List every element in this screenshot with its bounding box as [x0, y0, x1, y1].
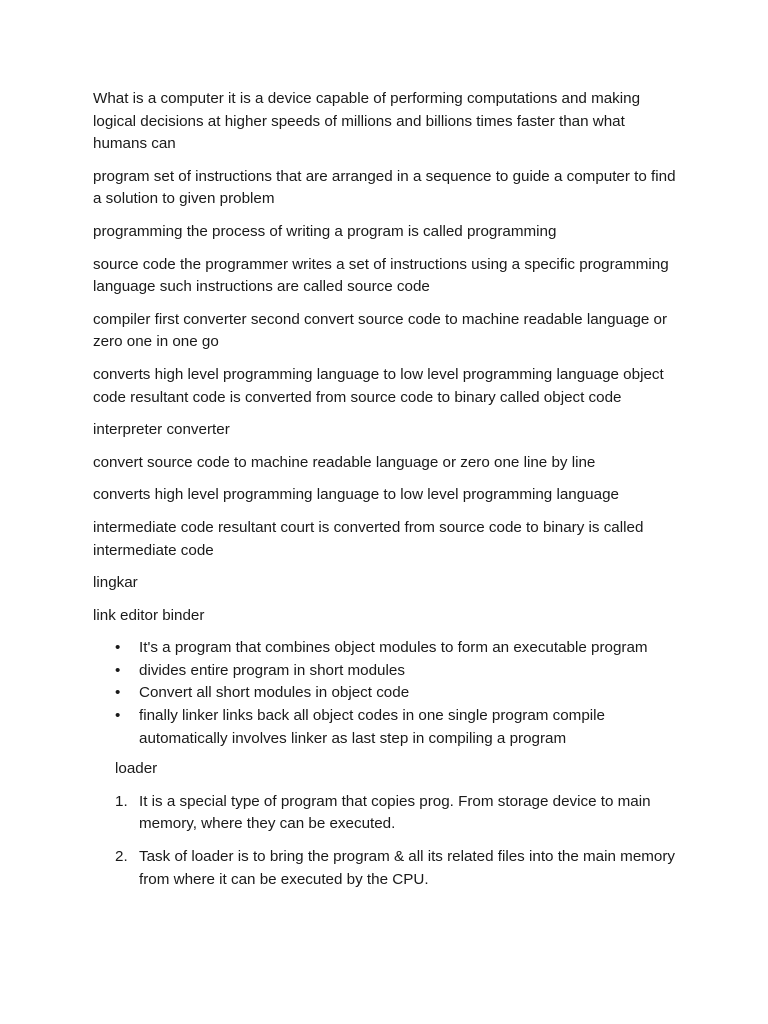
- paragraph-interpreter-levels: converts high level programming language to low level programming language: [93, 486, 619, 504]
- paragraph-link-editor-heading: link editor binder: [93, 606, 205, 624]
- loader-numbered-list: [93, 791, 683, 891]
- loader-heading: loader: [115, 760, 158, 778]
- paragraph-interpreter-heading: interpreter converter: [93, 421, 230, 439]
- list-item-text: Task of loader is to bring the program & all its related files into the main memory from where it can be executed by the CPU.: [139, 848, 676, 888]
- list-number: 1.: [115, 792, 128, 810]
- list-item-text: It's a program that combines object modules to form an executable program: [139, 639, 648, 657]
- list-item-text: It is a special type of program that copies prog. From storage device to main memory, where they can be executed.: [139, 792, 651, 833]
- paragraph-intermediate-code: intermediate code resultant court is converted from source code to binary is called intermediate code: [93, 518, 644, 559]
- paragraph-programming-definition: programming the process of writing a program is called programming: [93, 222, 557, 240]
- list-item: [93, 846, 683, 891]
- list-item-text: Convert all short modules in object code: [139, 684, 410, 702]
- paragraph-program-definition: program set of instructions that are arranged in a sequence to guide a computer to find a solution to given problem: [93, 167, 676, 208]
- paragraph-lingkar: lingkar: [93, 574, 138, 592]
- list-item-text: finally linker links back all object codes in one single program compile automatically involves linker as last step in compiling a program: [139, 707, 605, 747]
- paragraph-computer-definition: What is a computer it is a device capable of performing computations and making logical decisions at higher speeds of millions and billions times faster than what humans can: [93, 90, 641, 153]
- list-item: [93, 637, 683, 660]
- paragraph-object-code-definition: converts high level programming language to low level programming language object code resultant code is converted from source code to binary called object code: [93, 365, 664, 406]
- list-item: [93, 705, 683, 750]
- paragraph-interpreter-convert: convert source code to machine readable language or zero one line by line: [93, 453, 596, 471]
- bullet-icon: •: [115, 639, 121, 657]
- list-item-text: divides entire program in short modules: [139, 661, 405, 679]
- bullet-icon: •: [115, 684, 121, 702]
- paragraph-source-code-definition: source code the programmer writes a set of instructions using a specific programming language such instructions are called source code: [93, 255, 669, 296]
- linker-bullet-list: [93, 637, 683, 750]
- list-item: [93, 660, 683, 683]
- paragraph-compiler-definition: compiler first converter second convert source code to machine readable language or zero one in one go: [93, 310, 668, 351]
- list-item: [93, 791, 683, 836]
- bullet-icon: •: [115, 707, 121, 725]
- list-item: [93, 682, 683, 705]
- document-body: [93, 88, 683, 901]
- bullet-icon: •: [115, 661, 121, 679]
- list-number: 2.: [115, 848, 128, 866]
